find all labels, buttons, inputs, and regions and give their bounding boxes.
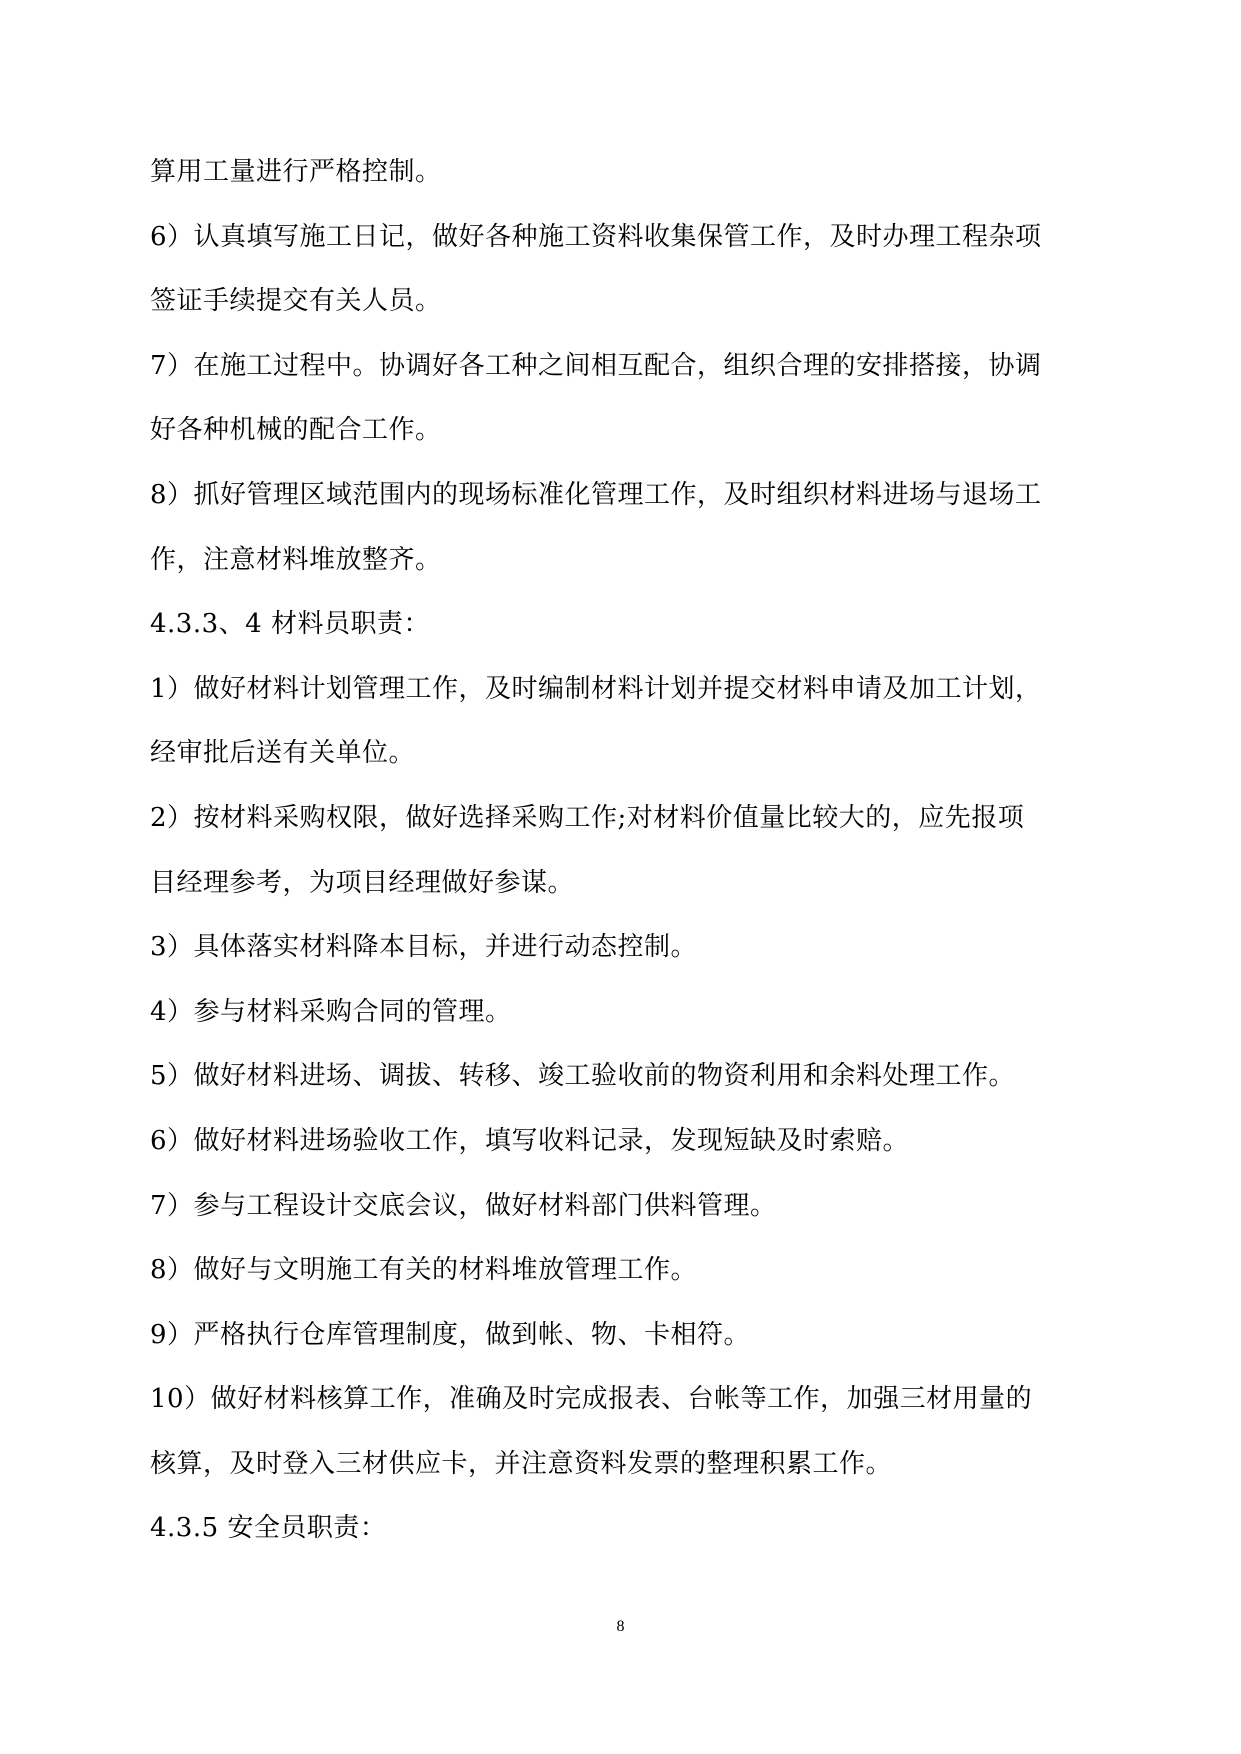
section-heading: 4.3.3、4 材料员职责： xyxy=(150,609,430,640)
text-line: 好各种机械的配合工作。 xyxy=(150,415,442,446)
page-body xyxy=(150,140,1130,1561)
text-line: 经审批后送有关单位。 xyxy=(150,738,416,769)
text-line: 5）做好材料进场、调拔、转移、竣工验收前的物资利用和余料处理工作。 xyxy=(150,1061,1016,1092)
text-line: 签证手续提交有关人员。 xyxy=(150,286,442,317)
text-line: 7）在施工过程中。协调好各工种之间相互配合，组织合理的安排搭接，协调 xyxy=(150,350,1042,381)
text-line: 6）认真填写施工日记，做好各种施工资料收集保管工作，及时办理工程杂项 xyxy=(150,221,1042,252)
text-line: 6）做好材料进场验收工作，填写收料记录，发现短缺及时索赔。 xyxy=(150,1125,910,1156)
text-line: 目经理参考，为项目经理做好参谋。 xyxy=(150,867,575,898)
text-line: 核算，及时登入三材供应卡，并注意资料发票的整理积累工作。 xyxy=(150,1448,893,1479)
text-line: 8）抓好管理区域范围内的现场标准化管理工作，及时组织材料进场与退场工 xyxy=(150,479,1042,510)
text-line: 10）做好材料核算工作，准确及时完成报表、台帐等工作，加强三材用量的 xyxy=(150,1384,1033,1415)
page-number: 8 xyxy=(616,1618,625,1635)
text-line: 2）按材料采购权限，做好选择采购工作;对材料价值量比较大的，应先报项 xyxy=(150,802,1025,833)
section-heading: 4.3.5 安全员职责： xyxy=(150,1513,387,1544)
text-line: 4）参与材料采购合同的管理。 xyxy=(150,996,512,1027)
text-line: 7）参与工程设计交底会议，做好材料部门供料管理。 xyxy=(150,1190,777,1221)
text-line: 算用工量进行严格控制。 xyxy=(150,157,442,187)
text-line: 作，注意材料堆放整齐。 xyxy=(150,544,442,575)
text-line: 3）具体落实材料降本目标，并进行动态控制。 xyxy=(150,932,698,963)
text-line: 8）做好与文明施工有关的材料堆放管理工作。 xyxy=(150,1255,698,1286)
text-line: 1）做好材料计划管理工作，及时编制材料计划并提交材料申请及加工计划， xyxy=(150,673,1042,704)
text-line: 9）严格执行仓库管理制度，做到帐、物、卡相符。 xyxy=(150,1319,751,1350)
